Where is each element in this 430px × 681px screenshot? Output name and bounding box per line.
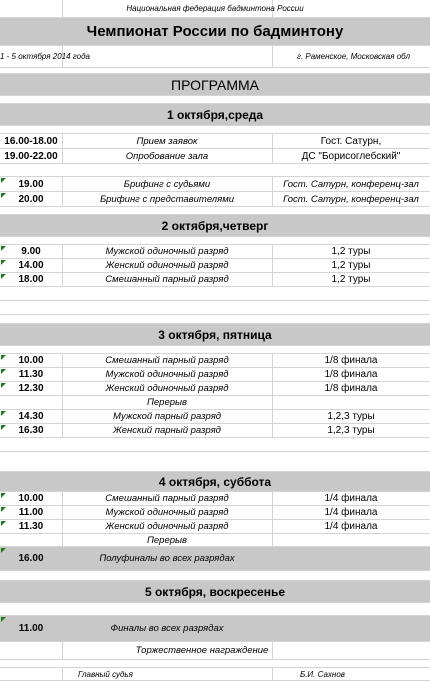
schedule-row-highlight[interactable] xyxy=(0,547,430,571)
day-title: 2 октября,четверг xyxy=(161,218,269,233)
time-cell: 19.00-22.00 xyxy=(4,150,58,162)
federation-row[interactable] xyxy=(0,0,430,18)
schedule-row[interactable] xyxy=(0,354,430,368)
event-cell: Прием заявок xyxy=(136,135,198,147)
day-title: 4 октября, суббота xyxy=(158,474,272,489)
program-row[interactable] xyxy=(0,74,430,96)
day-header-4[interactable] xyxy=(0,472,430,492)
time-cell: 14.30 xyxy=(18,411,44,422)
time-cell: 9.00 xyxy=(21,246,41,257)
time-cell: 11.00 xyxy=(18,623,44,634)
event-cell: Женский одиночный разряд xyxy=(105,260,229,271)
event-cell: Женский парный разряд xyxy=(113,425,221,436)
day-header-3[interactable] xyxy=(0,324,430,346)
program-heading: ПРОГРАММА xyxy=(171,76,259,93)
chief-judge-name: Б.И. Сахнов xyxy=(300,669,345,679)
day-header-2[interactable] xyxy=(0,215,430,237)
event-location: г. Раменское, Московская обл xyxy=(297,52,410,61)
time-cell: 20.00 xyxy=(18,193,44,205)
schedule-row[interactable] xyxy=(0,192,430,207)
schedule-row[interactable] xyxy=(0,424,430,438)
time-cell: 11.30 xyxy=(18,521,44,532)
schedule-row[interactable] xyxy=(0,520,430,534)
ceremony-cell: Торжественное награждение xyxy=(135,645,269,656)
title-row[interactable] xyxy=(0,18,430,46)
place-cell: 1/4 финала xyxy=(324,507,378,518)
place-cell: Гост. Сатурн, xyxy=(320,135,382,147)
time-cell: 16.00-18.00 xyxy=(4,135,58,147)
time-cell: 12.30 xyxy=(18,383,44,394)
place-cell: 1/4 финала xyxy=(324,493,378,504)
day-title: 3 октября, пятница xyxy=(158,327,272,342)
schedule-row[interactable] xyxy=(0,259,430,273)
time-cell: 18.00 xyxy=(18,274,44,285)
schedule-row[interactable] xyxy=(0,506,430,520)
schedule-row[interactable] xyxy=(0,410,430,424)
event-cell: Женский одиночный разряд xyxy=(105,383,229,394)
event-cell: Мужской одиночный разряд xyxy=(105,369,229,380)
ceremony-row[interactable] xyxy=(0,642,430,660)
time-cell: 16.30 xyxy=(18,425,44,436)
place-cell: ДС "Борисоглебский" xyxy=(301,150,401,162)
break-row[interactable] xyxy=(0,396,430,410)
event-cell: Мужской парный разряд xyxy=(112,411,222,422)
federation-name: Национальная федерация бадминтона России xyxy=(126,4,304,13)
time-cell: 16.00 xyxy=(18,553,44,564)
event-cell: Смешанный парный разряд xyxy=(105,355,229,366)
schedule-row-highlight[interactable] xyxy=(0,616,430,642)
time-cell: 10.00 xyxy=(18,355,44,366)
event-cell: Смешанный парный разряд xyxy=(105,493,229,504)
time-cell: 19.00 xyxy=(18,178,44,190)
schedule-row[interactable] xyxy=(0,149,430,164)
day-header-5[interactable] xyxy=(0,581,430,603)
place-cell: 1/8 финала xyxy=(324,383,378,394)
place-cell: 1,2 туры xyxy=(331,246,371,257)
day-header-1[interactable] xyxy=(0,104,430,126)
event-cell: Мужской одиночный разряд xyxy=(105,507,229,518)
event-cell: Женский одиночный разряд xyxy=(105,521,229,532)
break-cell: Перерыв xyxy=(147,534,187,546)
event-cell: Мужской одиночный разряд xyxy=(105,246,229,257)
time-cell: 11.30 xyxy=(18,369,44,380)
event-dates: 1 - 5 октября 2014 года xyxy=(0,52,90,61)
event-cell: Опробование зала xyxy=(125,150,209,162)
break-row[interactable] xyxy=(0,534,430,547)
event-cell: Полуфиналы во всех разрядах xyxy=(99,553,235,564)
time-cell: 14.00 xyxy=(18,260,44,271)
event-cell: Брифинг с представителями xyxy=(99,193,235,205)
schedule-row[interactable] xyxy=(0,368,430,382)
time-cell: 10.00 xyxy=(18,493,44,504)
break-cell: Перерыв xyxy=(147,397,187,408)
event-cell: Финалы во всех разрядах xyxy=(110,623,224,634)
schedule-row[interactable] xyxy=(0,245,430,259)
time-cell: 11.00 xyxy=(18,507,44,518)
footer-row[interactable] xyxy=(0,668,430,681)
day-title: 1 октября,среда xyxy=(166,107,264,122)
day-title: 5 октября, воскресенье xyxy=(144,584,286,599)
place-cell: 1/8 финала xyxy=(324,369,378,380)
place-cell: 1,2,3 туры xyxy=(327,425,375,436)
schedule-row[interactable] xyxy=(0,492,430,506)
place-cell: Гост. Сатурн, конференц-зал xyxy=(283,178,419,190)
schedule-row[interactable] xyxy=(0,273,430,287)
event-cell: Брифинг с судьями xyxy=(123,178,211,190)
event-cell: Смешанный парный разряд xyxy=(105,274,229,285)
chief-judge-label: Главный судья xyxy=(78,669,133,679)
dates-row[interactable] xyxy=(0,46,430,68)
place-cell: 1/8 финала xyxy=(324,355,378,366)
place-cell: 1,2 туры xyxy=(331,260,371,271)
schedule-row[interactable] xyxy=(0,177,430,192)
place-cell: 1/4 финала xyxy=(324,521,378,532)
place-cell: 1,2 туры xyxy=(331,274,371,285)
place-cell: Гост. Сатурн, конференц-зал xyxy=(283,193,419,205)
schedule-row[interactable] xyxy=(0,134,430,149)
place-cell: 1,2,3 туры xyxy=(327,411,375,422)
schedule-row[interactable] xyxy=(0,382,430,396)
comment-marker-icon xyxy=(1,617,6,622)
page-title: Чемпионат России по бадминтону xyxy=(86,23,344,40)
